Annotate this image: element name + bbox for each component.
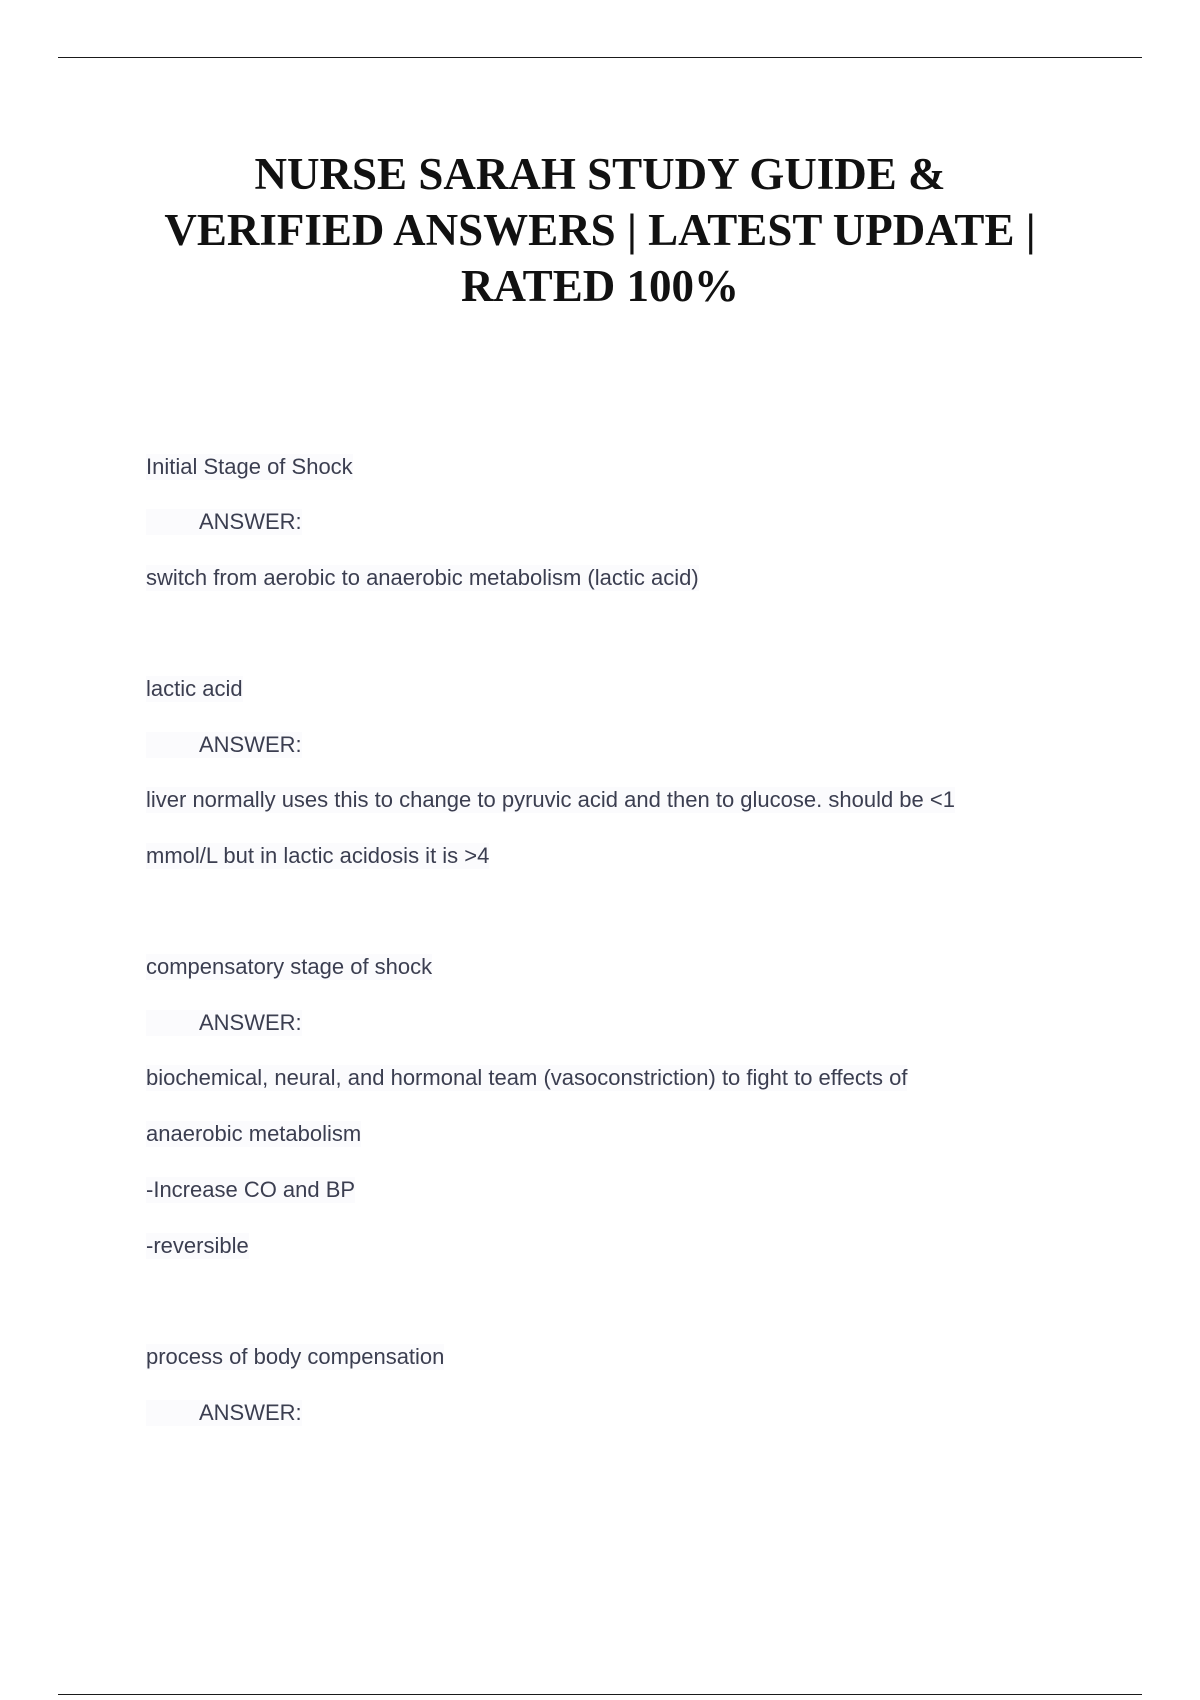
title-line-2: VERIFIED ANSWERS | LATEST UPDATE | [164,205,1036,255]
question-process-of-body-compensation: process of body compensation [146,1344,445,1369]
top-rule [58,57,1142,58]
answer-line: anaerobic metabolism [146,1121,362,1146]
answer-label: ANSWER: [146,1010,302,1036]
answer-line: -Increase CO and BP [146,1177,356,1202]
question-compensatory-stage: compensatory stage of shock [146,954,433,979]
answer-label: ANSWER: [146,509,302,535]
answer-line: liver normally uses this to change to pyruvic acid and then to glucose. should be <1 [146,787,955,812]
answer-line: mmol/L but in lactic acidosis it is >4 [146,843,490,868]
question-lactic-acid: lactic acid [146,676,243,701]
document-title [100,146,1100,314]
answer-label: ANSWER: [146,1400,302,1426]
bottom-rule [58,1694,1142,1695]
question-initial-stage-of-shock: Initial Stage of Shock [146,454,353,479]
answer-label: ANSWER: [146,732,302,758]
title-line-1: NURSE SARAH STUDY GUIDE & [254,149,946,199]
answer-line: biochemical, neural, and hormonal team (vasoconstriction) to fight to effects of [146,1065,908,1090]
title-line-3: RATED 100% [461,261,739,311]
answer-line: switch from aerobic to anaerobic metabolism (lactic acid) [146,565,699,590]
answer-line: -reversible [146,1233,249,1258]
